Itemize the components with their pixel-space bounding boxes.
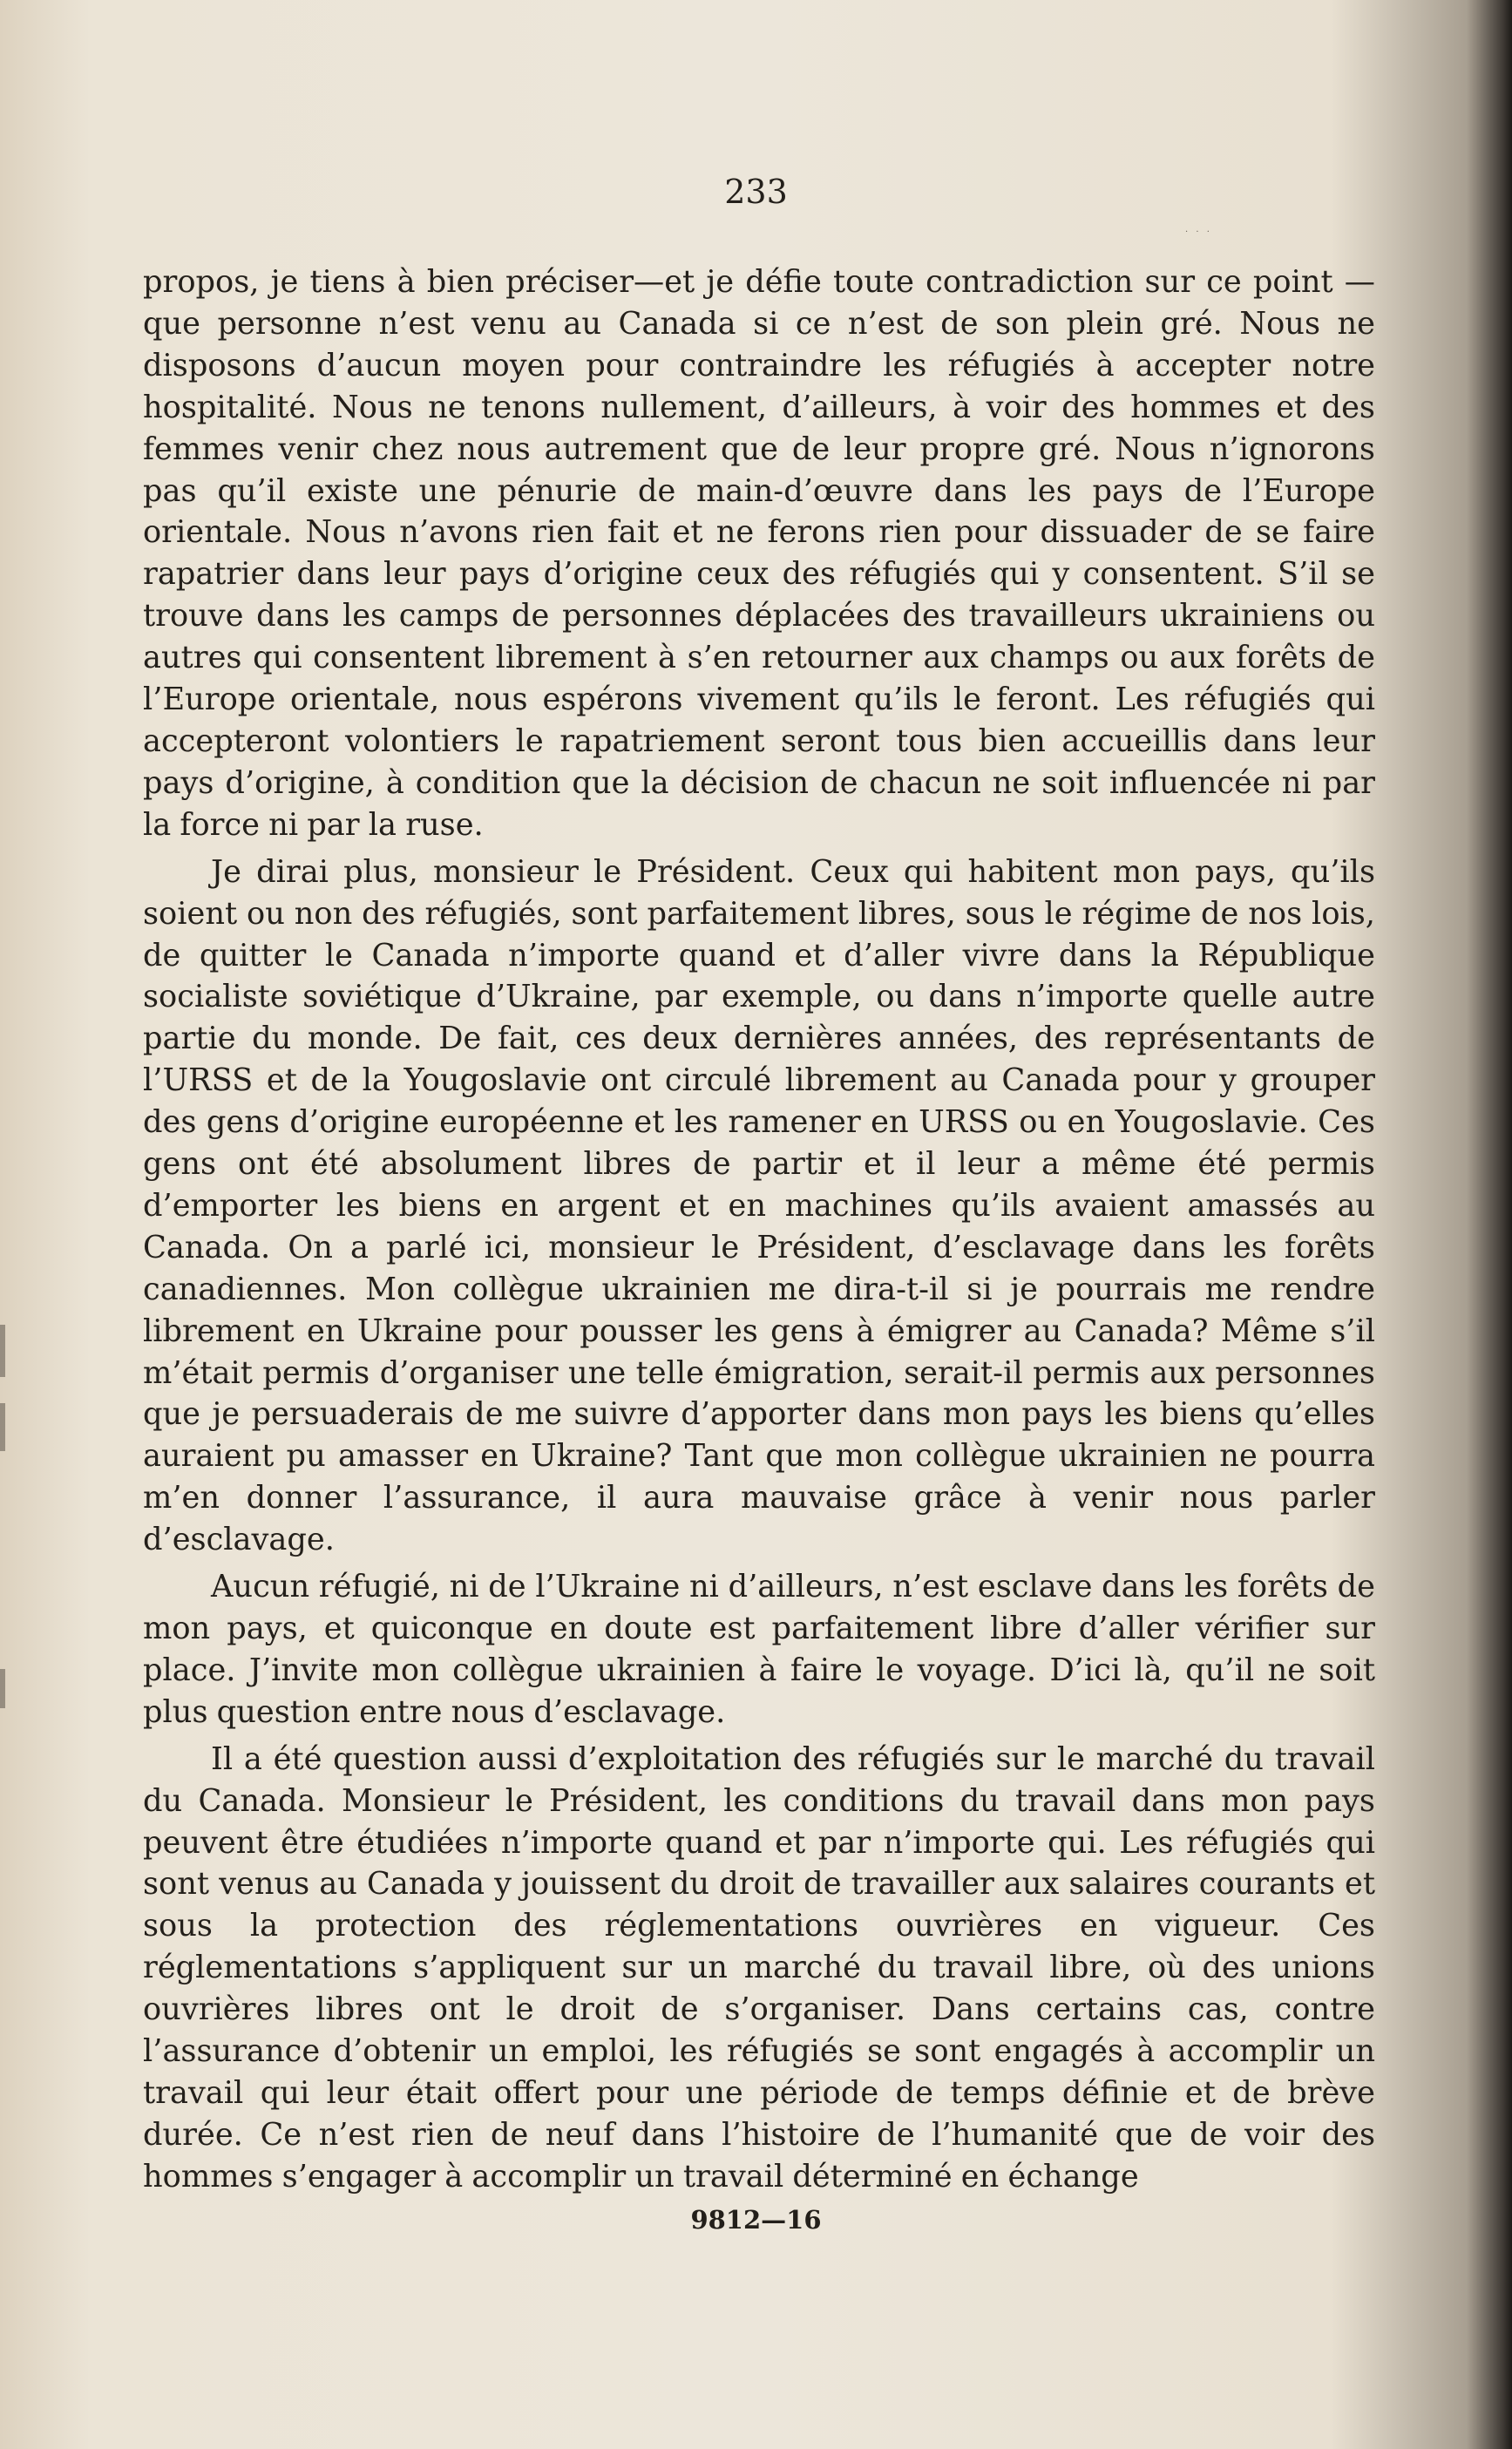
printer-signature: 9812—16 bbox=[690, 2205, 822, 2235]
paragraph-4: Il a été question aussi d’exploitation des réfugiés sur le marché du travail du Canada. Monsieur le Président, les conditions du travail dans mon pays peuvent être étudiées n’importe quand et par n’importe qui. Les réfugiés qui sont venus au Canada y jouissent du droit de travailler aux salaires courants et sous la protection des réglementations ouvrières en vigueur. Ces réglementations s’appliquent sur un marché du travail libre, où des unions ouvrières libres ont le droit de s’organiser. Dans certains cas, contre l’assurance d’obtenir un emploi, les réfugiés se sont engagés à accomplir un travail qui leur était offert pour une période de temps définie et de brève durée. Ce n’est rien de neuf dans l’histoire de l’humanité que de voir des hommes s’engager à accomplir un travail déterminé en échange bbox=[143, 1740, 1375, 2195]
body-text bbox=[143, 261, 1375, 2200]
paper-speck: · · · bbox=[1185, 227, 1212, 237]
margin-mark bbox=[0, 1403, 5, 1451]
paragraph-3: Aucun réfugié, ni de l’Ukraine ni d’ailleurs, n’est esclave dans les forêts de mon pays, et quiconque en doute est parfaitement libre d’aller vérifier sur place. J’invite mon collègue ukrainien à faire le voyage. D’ici là, qu’il ne soit plus question entre nous d’esclavage. bbox=[143, 1569, 1375, 1730]
margin-mark bbox=[0, 1325, 5, 1377]
paragraph-2: Je dirai plus, monsieur le Président. Ceux qui habitent mon pays, qu’ils soient ou non des réfugiés, sont parfaitement libres, sous le régime de nos lois, de quitter le Canada n’importe quand et d’aller vivre dans la République socialiste soviétique d’Ukraine, par exemple, ou dans n’importe quelle autre partie du monde. De fait, ces deux dernières années, des représentants de l’URSS et de la Yougoslavie ont circulé librement au Canada pour y grouper des gens d’origine européenne et les ramener en URSS ou en Yougoslavie. Ces gens ont été absolument libres de partir et il leur a même été permis d’emporter les biens en argent et en machines qu’ils avaient amassés au Canada. On a parlé ici, monsieur le Président, d’esclavage dans les forêts canadiennes. Mon collègue ukrainien me dira-t-il si je pourrais me rendre librement en Ukraine pour pousser les gens à émigrer au Canada? Même s’il m’était permis d’organiser une telle émigration, serait-il permis aux personnes que je persuaderais de me suivre d’apporter dans mon pays les biens qu’elles auraient pu amasser en Ukraine? Tant que mon collègue ukrainien ne pourra m’en donner l’assurance, il aura mauvaise grâce à venir nous parler d’esclavage. bbox=[143, 853, 1375, 1558]
page-number: 233 bbox=[724, 173, 788, 211]
margin-mark bbox=[0, 1669, 5, 1708]
paragraph-1: propos, je tiens à bien préciser—et je défie toute contradiction sur ce point —que personne n’est venu au Canada si ce n’est de son plein gré. Nous ne disposons d’aucun moyen pour contraindre les réfugiés à accepter notre hospitalité. Nous ne tenons nullement, d’ailleurs, à voir des hommes et des femmes venir chez nous autrement que de leur propre gré. Nous n’ignorons pas qu’il existe une pénurie de main-d’œuvre dans les pays de l’Europe orientale. Nous n’avons rien fait et ne ferons rien pour dissuader de se faire rapatrier dans leur pays d’origine ceux des réfugiés qui y consentent. S’il se trouve dans les camps de personnes déplacées des travailleurs ukrainiens ou autres qui consentent librement à s’en retourner aux champs ou aux forêts de l’Europe orientale, nous espérons vivement qu’ils le feront. Les réfugiés qui accepteront volontiers le rapatriement seront tous bien accueillis dans leur pays d’origine, à condition que la décision de chacun ne soit influencée ni par la force ni par la ruse. bbox=[143, 264, 1375, 843]
